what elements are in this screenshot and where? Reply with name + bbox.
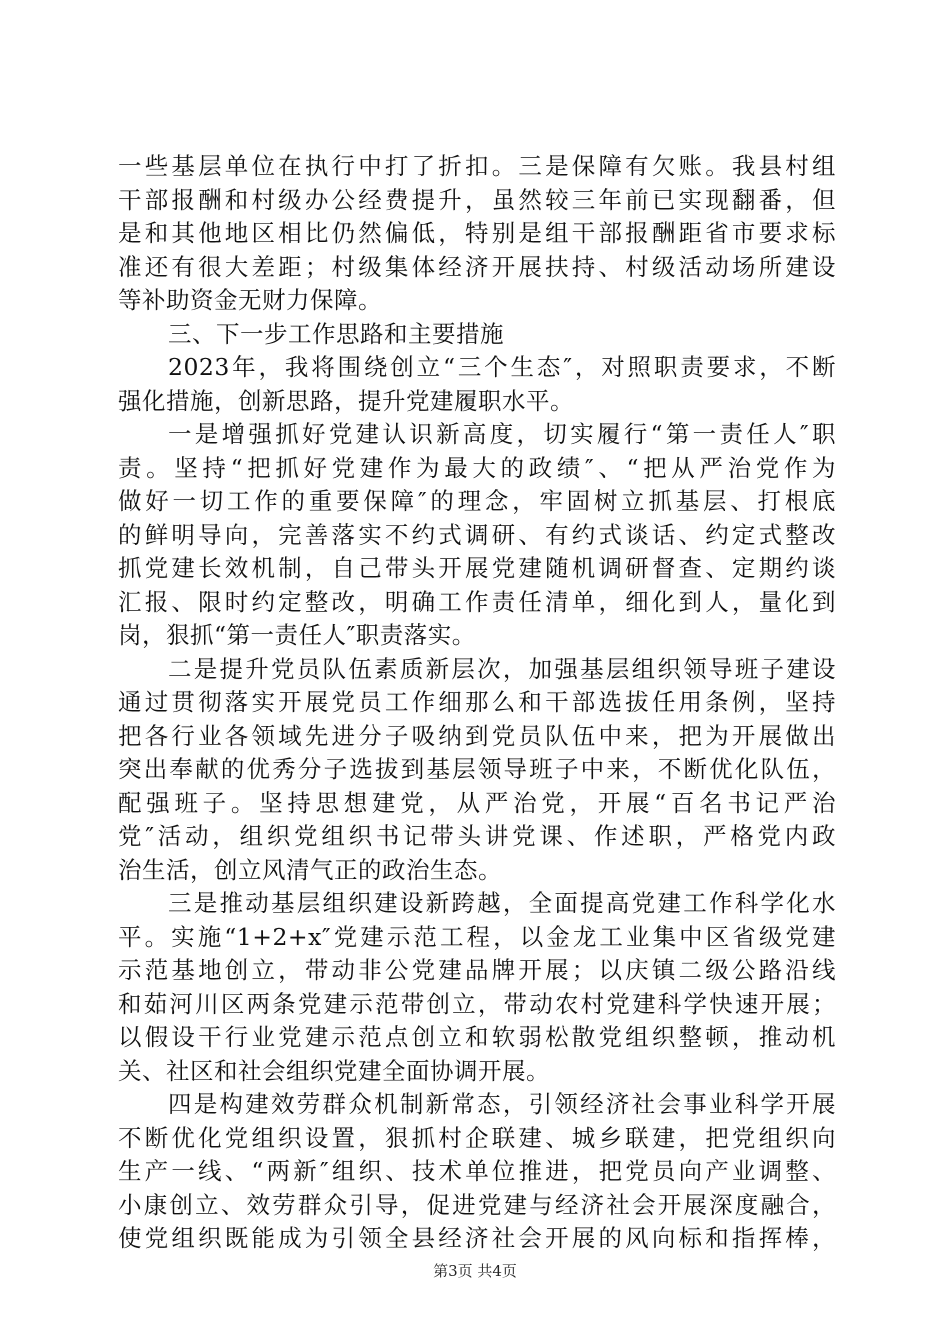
- body-line: 平。实施“1+2+x″党建示范工程，以金龙工业集中区省级党建: [118, 922, 836, 951]
- body-line: 小康创立、效劳群众引导，促进党建与经济社会开展深度融合，: [118, 1190, 836, 1219]
- body-line: 一些基层单位在执行中打了折扣。三是保障有欠账。我县村组: [118, 152, 836, 180]
- body-line: 2023年，我将围绕创立“三个生态″，对照职责要求，不断: [168, 353, 836, 381]
- body-line: 汇报、限时约定整改，明确工作责任清单，细化到人，量化到: [118, 587, 836, 616]
- section-heading: 三、下一步工作思路和主要措施: [168, 319, 504, 348]
- body-line: 的鲜明导向，完善落实不约式调研、有约式谈话、约定式整改: [118, 520, 836, 549]
- body-line: 抓党建长效机制，自己带头开展党建随机调研督查、定期约谈: [118, 554, 836, 582]
- body-line: 是和其他地区相比仍然偏低，特别是组干部报酬距省市要求标: [118, 219, 836, 247]
- body-line: 做好一切工作的重要保障″的理念，牢固树立抓基层、打根底: [118, 487, 836, 515]
- body-line: 把各行业各领域先进分子吸纳到党员队伍中来，把为开展做出: [118, 721, 836, 750]
- body-line: 准还有很大差距；村级集体经济开展扶持、村级活动场所建设: [118, 252, 836, 281]
- body-line: 示范基地创立，带动非公党建品牌开展；以庆镇二级公路沿线: [118, 956, 836, 984]
- body-line: 关、社区和社会组织党建全面协调开展。: [118, 1056, 550, 1085]
- body-line: 通过贯彻落实开展党员工作细那么和干部选拔任用条例，坚持: [118, 688, 836, 716]
- body-line: 治生活，创立风清气正的政治生态。: [118, 855, 502, 884]
- body-line: 一是增强抓好党建认识新高度，切实履行“第一责任人″职: [168, 420, 836, 448]
- body-line: 等补助资金无财力保障。: [118, 286, 382, 314]
- body-line: 责。坚持“把抓好党建作为最大的政绩″、“把从严治党作为: [118, 453, 836, 482]
- body-line: 使党组织既能成为引领全县经济社会开展的风向标和指挥棒，: [118, 1224, 836, 1252]
- body-line: 不断优化党组织设置，狠抓村企联建、城乡联建，把党组织向: [118, 1123, 836, 1152]
- body-line: 和茹河川区两条党建示范带创立，带动农村党建科学快速开展；: [118, 989, 836, 1018]
- body-line: 干部报酬和村级办公经费提升，虽然较三年前已实现翻番，但: [118, 185, 836, 214]
- body-line: 生产一线、“两新″组织、技术单位推进，把党员向产业调整、: [118, 1157, 836, 1185]
- document-body: [118, 150, 836, 1256]
- body-line: 三是推动基层组织建设新跨越，全面提高党建工作科学化水: [168, 889, 836, 917]
- body-line: 四是构建效劳群众机制新常态，引领经济社会事业科学开展: [168, 1090, 836, 1118]
- body-line: 突出奉献的优秀分子选拔到基层领导班子中来，不断优化队伍，: [118, 755, 836, 783]
- body-line: 强化措施，创新思路，提升党建履职水平。: [118, 386, 574, 415]
- body-line: 二是提升党员队伍素质新层次，加强基层组织领导班子建设: [168, 654, 836, 683]
- body-line: 党″活动，组织党组织书记带头讲党课、作述职，严格党内政: [118, 822, 836, 850]
- body-line: 岗，狠抓“第一责任人″职责落实。: [118, 621, 476, 649]
- page-number-footer: 第3页 共4页: [433, 1262, 517, 1280]
- body-line: 以假设干行业党建示范点创立和软弱松散党组织整顿，推动机: [118, 1023, 836, 1051]
- body-line: 配强班子。坚持思想建党，从严治党，开展“百名书记严治: [118, 788, 836, 817]
